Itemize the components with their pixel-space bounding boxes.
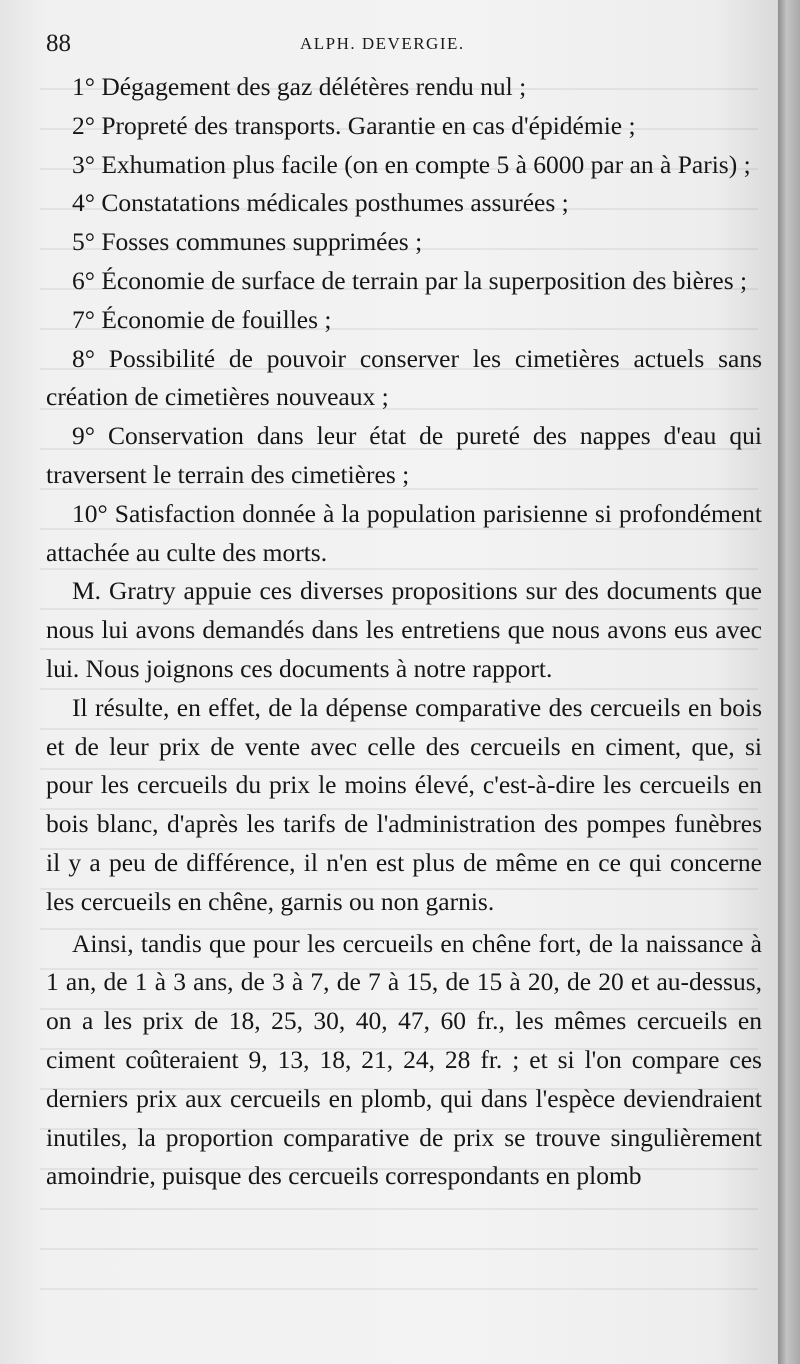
item-number: 10°: [72, 498, 108, 528]
list-item: [46, 417, 762, 495]
item-number: 6°: [72, 265, 95, 295]
body-paragraph: M. Gratry appuie ces diverses propositions sur des documents que nous lui avons demandés dans les entretiens que nous avons eus avec lui. Nous joignons ces documents à notre rapport.: [46, 576, 762, 683]
item-number: 5°: [72, 227, 95, 257]
list-item: [46, 223, 762, 262]
list-item: [46, 184, 762, 223]
item-text: Économie de fouilles ;: [101, 304, 332, 334]
list-item: [46, 262, 762, 301]
page-header: [46, 30, 758, 64]
list-item: [46, 340, 762, 418]
running-head: ALPH. DEVERGIE.: [300, 34, 465, 53]
item-text: Dégagement des gaz délétères rendu nul ;: [101, 72, 527, 101]
item-text: Possibilité de pouvoir conserver les cimetières actuels sans création de cimetières nouveaux ;: [46, 343, 763, 412]
item-text: Économie de surface de terrain par la superposition des bières ;: [101, 265, 748, 295]
item-text: Exhumation plus facile (on en compte 5 à 6000 par an à Paris) ;: [101, 149, 751, 179]
item-number: 4°: [72, 188, 95, 218]
item-text: Propreté des transports. Garantie en cas d'épidémie ;: [101, 110, 636, 140]
item-text: Fosses communes supprimées ;: [101, 227, 423, 257]
item-text: Constatations médicales posthumes assurées ;: [101, 188, 569, 218]
item-number: 7°: [72, 304, 95, 334]
list-item: [46, 301, 762, 340]
item-number: 9°: [72, 421, 95, 451]
item-number: 8°: [72, 343, 95, 373]
page-edge-shadow: [778, 0, 800, 1364]
page-number: 88: [46, 30, 71, 57]
body-paragraph: Il résulte, en effet, de la dépense comparative des cercueils en bois et de leur prix de vente avec celle des cercueils en ciment, que, si pour les cercueils du prix le moins élevé, c'est-à-dire les cercueils en bois blanc, d'après les tarifs de l'administration des pompes funèbres il y a peu de différence, il n'en est plus de même en ce qui concerne les cercueils en chêne, garnis ou non garnis.: [46, 692, 762, 916]
list-item: [46, 146, 762, 185]
list-item: [46, 107, 762, 146]
item-number: 3°: [72, 149, 95, 179]
item-number: 1°: [72, 72, 95, 101]
body-paragraph: Ainsi, tandis que pour les cercueils en chêne fort, de la naissance à 1 an, de 1 à 3 ans, de 3 à 7, de 7 à 15, de 15 à 20, de 20 et au-dessus, on a les prix de 18, 25, 30, 40, 47, 60 fr., les mêmes cercueils en ciment coûteraient 9, 13, 18, 21, 24, 28 fr. ; et si l'on compare ces derniers prix aux cercueils en plomb, qui dans l'espèce deviendraient inutiles, la proportion comparative de prix se trouve singulièrement amoindrie, puisque des cercueils correspondants en plomb: [46, 928, 762, 1191]
item-text: Satisfaction donnée à la population parisienne si profondément attachée au culte des morts.: [46, 498, 763, 567]
page-body: [46, 68, 762, 1196]
list-item: [46, 68, 762, 107]
item-number: 2°: [72, 110, 95, 140]
item-text: Conservation dans leur état de pureté des nappes d'eau qui traversent le terrain des cimetières ;: [46, 421, 762, 489]
list-item: [46, 495, 762, 573]
